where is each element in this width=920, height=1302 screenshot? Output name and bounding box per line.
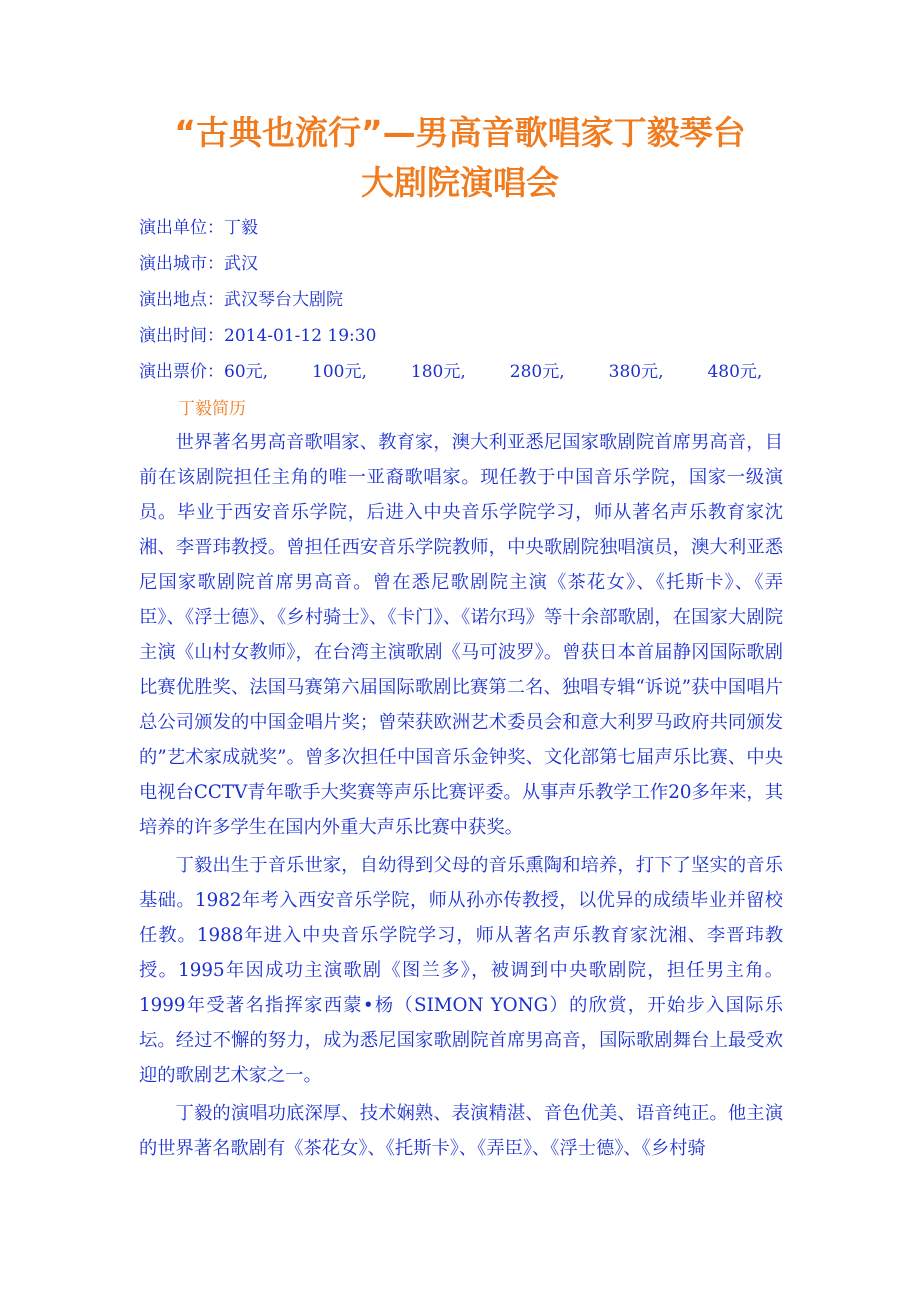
price-label: 演出票价： <box>139 362 224 382</box>
price-item: 100元, <box>312 362 367 382</box>
title-line-1: “古典也流行”—男高音歌唱家丁毅琴台 <box>174 113 746 152</box>
price-item: 380元, <box>608 362 664 382</box>
info-venue: 演出地点：武汉琴台大剧院 <box>139 290 343 310</box>
price-item: 280元, <box>509 362 565 382</box>
info-city: 演出城市：武汉 <box>139 254 258 274</box>
section-title-biography: 丁毅简历 <box>178 399 246 419</box>
price-item: 480元, <box>707 362 763 382</box>
price-item: 60元, <box>224 362 269 382</box>
price-item: 180元, <box>410 362 466 382</box>
biography-paragraph: 丁毅的演唱功底深厚、技术娴熟、表演精湛、音色优美、语音纯正。他主演的世界著名歌剧有《茶花女》、《托斯卡》、《弄臣》、《浮士德》、《乡村骑 <box>139 1103 783 1159</box>
biography-paragraph: 世界著名男高音歌唱家、教育家，澳大利亚悉尼国家歌剧院首席男高音，目前在该剧院担任主角的唯一亚裔歌唱家。现任教于中国音乐学院，国家一级演员。毕业于西安音乐学院，后进入中央音乐学院学习，师从著名声乐教育家沈湘、李晋玮教授。曾担任西安音乐学院教师，中央歌剧院独唱演员，澳大利亚悉尼国家歌剧院首席男高音。曾在悉尼歌剧院主演《茶花女》、《托斯卡》、《弄臣》、《浮士德》、《乡村骑士》、《卡门》、《诺尔玛》等十余部歌剧，在国家大剧院主演《山村女教师》，在台湾主演歌剧《马可波罗》。曾获日本首届静冈国际歌剧比赛优胜奖、法国马赛第六届国际歌剧比赛第二名、独唱专辑“诉说”获中国唱片总公司颁发的中国金唱片奖；曾荣获欧洲艺术委员会和意大利罗马政府共同颁发的”艺术家成就奖”。曾多次担任中国音乐金钟奖、文化部第七届声乐比赛、中央电视台CCTV青年歌手大奖赛等声乐比赛评委。从事声乐教学工作20多年来，其培养的许多学生在国内外重大声乐比赛中获奖。 <box>139 432 783 838</box>
info-time: 演出时间：2014-01-12 19:30 <box>139 326 377 346</box>
document-title <box>120 108 800 208</box>
info-performer: 演出单位：丁毅 <box>139 218 258 238</box>
biography-body <box>139 425 783 1166</box>
biography-paragraph: 丁毅出生于音乐世家，自幼得到父母的音乐熏陶和培养，打下了坚实的音乐基础。1982年考入西安音乐学院，师从孙亦传教授，以优异的成绩毕业并留校任教。1988年进入中央音乐学院学习，师从著名声乐教育家沈湘、李晋玮教授。1995年因成功主演歌剧《图兰多》，被调到中央歌剧院，担任男主角。1999年受著名指挥家西蒙•杨（SIMON YONG）的欣赏，开始步入国际乐坛。经过不懈的努力，成为悉尼国家歌剧院首席男高音，国际歌剧舞台上最受欢迎的歌剧艺术家之一。 <box>139 855 783 1086</box>
title-line-2: 大剧院演唱会 <box>361 163 559 202</box>
info-prices <box>139 354 806 390</box>
performance-info-list <box>139 210 806 390</box>
